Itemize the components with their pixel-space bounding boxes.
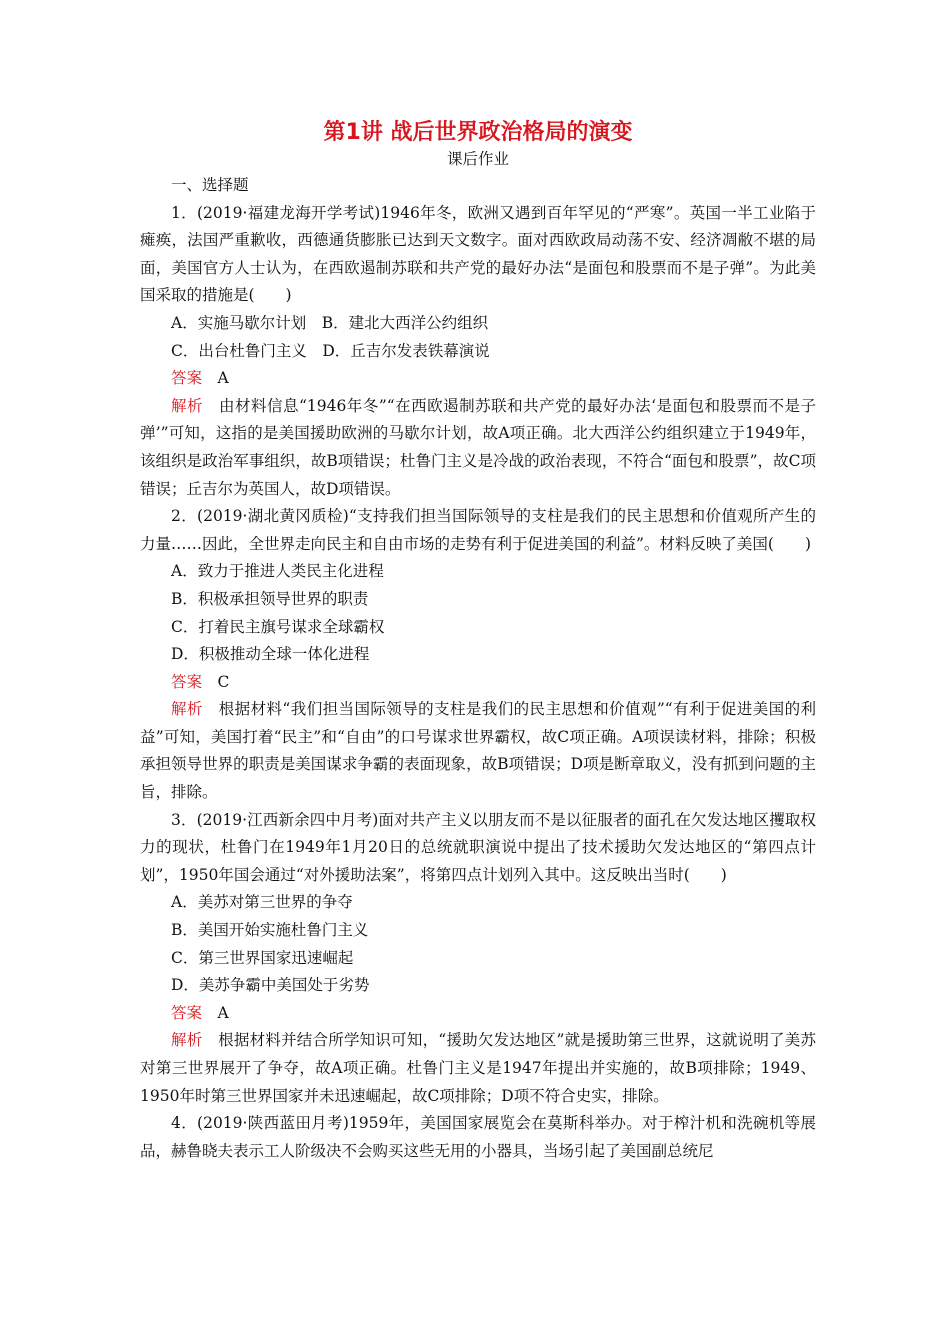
question-1-answer-line xyxy=(140,365,816,393)
question-2-answer-line xyxy=(140,669,816,697)
document-page xyxy=(140,118,816,1165)
section-heading: 一、选择题 xyxy=(171,176,249,194)
question-2-analysis: 根据材料“我们担当国际领导的支柱是我们的民主思想和价值观”“有利于促进美国的利益”可知，美国打着“民主”和“自由”的口号谋求世界霸权，故C项正确。A项误读材料，排除；积极承担领导世界的职责是美国谋求争霸的表面现象，故B项错误；D项是断章取义，没有抓到问题的主旨，排除。 xyxy=(140,700,816,802)
question-2-stem: 2．(2019·湖北黄冈质检)“支持我们担当国际领导的支柱是我们的民主思想和价值观所产生的力量……因此，全世界走向民主和自由市场的走势有利于促进美国的利益”。材料反映了美国( ) xyxy=(140,507,816,553)
question-1-options-row-2 xyxy=(140,338,816,366)
question-3-option-b: B．美国开始实施杜鲁门主义 xyxy=(171,921,369,940)
answer-label: 答案 xyxy=(171,1003,203,1022)
question-1-analysis-line xyxy=(140,393,816,503)
question-2-option-b: B．积极承担领导世界的职责 xyxy=(171,589,369,608)
question-3-option-c: C．第三世界国家迅速崛起 xyxy=(171,948,354,967)
question-1-option-d: D．丘吉尔发表铁幕演说 xyxy=(322,341,490,360)
question-2-option-c: C．打着民主旗号谋求全球霸权 xyxy=(171,617,385,636)
question-2-answer: C xyxy=(217,672,230,691)
question-3-answer: A xyxy=(217,1003,229,1022)
question-2-analysis-line xyxy=(140,696,816,806)
question-1-option-c: C．出台杜鲁门主义 xyxy=(171,341,307,360)
page-subtitle: 课后作业 xyxy=(446,150,509,168)
question-2-option-d: D．积极推动全球一体化进程 xyxy=(171,645,370,664)
analysis-label: 解析 xyxy=(171,1031,203,1050)
question-2-option-a: A．致力于推进人类民主化进程 xyxy=(171,562,384,581)
question-3-analysis: 根据材料并结合所学知识可知，“援助欠发达地区”就是援助第三世界，这就说明了美苏对第三世界展开了争夺，故A项正确。杜鲁门主义是1947年提出并实施的，故B项排除；1949、1950年时第三世界国家并未迅速崛起，故C项排除；D项不符合史实，排除。 xyxy=(140,1031,816,1105)
question-1-option-b: B．建北大西洋公约组织 xyxy=(321,313,489,332)
question-3-option-d: D．美苏争霸中美国处于劣势 xyxy=(171,976,370,995)
question-1-stem: 1．(2019·福建龙海开学考试)1946年冬，欧洲又遇到百年罕见的“严寒”。英国一半工业陷于瘫痪，法国严重歉收，西德通货膨胀已达到天文数字。面对西欧政局动荡不安、经济凋敝不堪的局面，美国官方人士认为，在西欧遏制苏联和共产党的最好办法“是面包和股票而不是子弹”。为此美国采取的措施是( ) xyxy=(140,203,816,305)
question-3-option-a: A．美苏对第三世界的争夺 xyxy=(171,893,353,912)
answer-label: 答案 xyxy=(171,672,203,691)
question-3-stem: 3．(2019·江西新余四中月考)面对共产主义以朋友而不是以征服者的面孔在欠发达地区攫取权力的现状，杜鲁门在1949年1月20日的总统就职演说中提出了技术援助欠发达地区的“第四点计划”，1950年国会通过“对外援助法案”，将第四点计划列入其中。这反映出当时( ) xyxy=(140,810,816,884)
question-1-option-a: A．实施马歇尔计划 xyxy=(171,313,307,332)
question-3-answer-line xyxy=(140,1000,816,1028)
analysis-label: 解析 xyxy=(171,700,203,719)
question-1-analysis: 由材料信息“1946年冬”“在西欧遏制苏联和共产党的最好办法‘是面包和股票而不是子弹’”可知，这指的是美国援助欧洲的马歇尔计划，故A项正确。北大西洋公约组织建立于1949年，该组织是政治军事组织，故B项错误；杜鲁门主义是冷战的政治表现，不符合“面包和股票”，故C项错误；丘吉尔为英国人，故D项错误。 xyxy=(140,396,816,498)
page-title: 第1讲 战后世界政治格局的演变 xyxy=(323,120,633,145)
question-1-answer: A xyxy=(217,369,229,388)
question-3-analysis-line xyxy=(140,1027,816,1110)
analysis-label: 解析 xyxy=(171,396,203,415)
question-1-options-row-1 xyxy=(140,310,816,338)
answer-label: 答案 xyxy=(171,369,203,388)
question-4-stem: 4．(2019·陕西蓝田月考)1959年，美国国家展览会在莫斯科举办。对于榨汁机和洗碗机等展品，赫鲁晓夫表示工人阶级决不会购买这些无用的小器具，当场引起了美国副总统尼 xyxy=(140,1114,816,1160)
